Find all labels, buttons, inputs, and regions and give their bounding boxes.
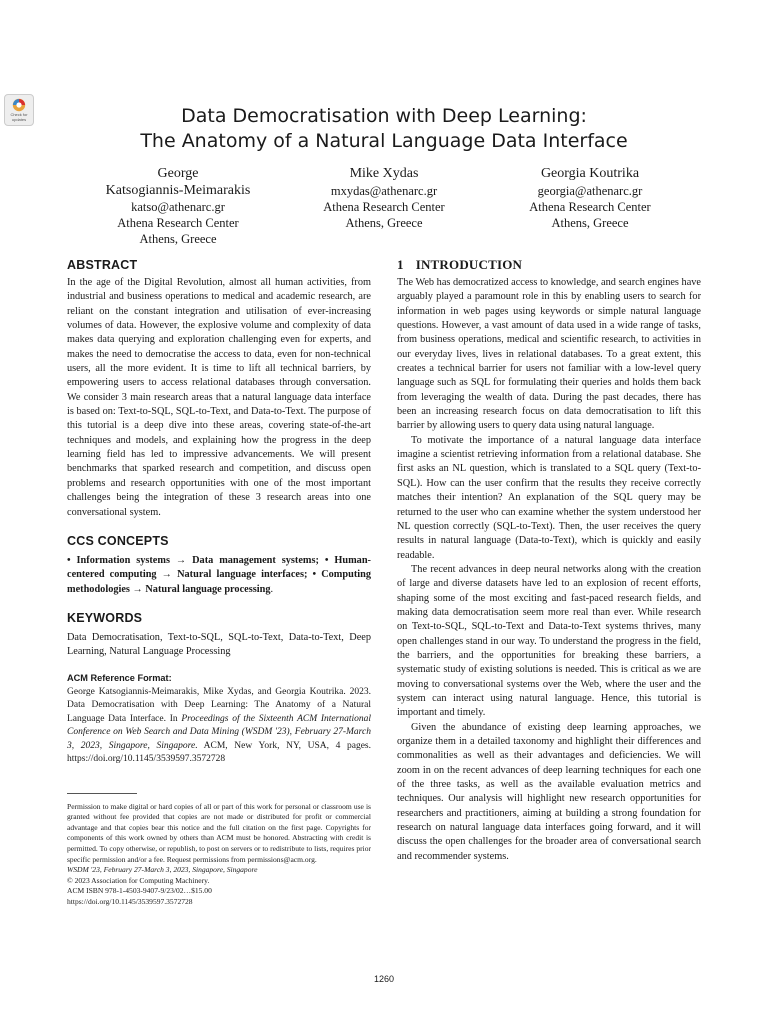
keywords-heading: KEYWORDS — [67, 610, 143, 625]
title-line-2: The Anatomy of a Natural Language Data Interface — [140, 130, 628, 152]
intro-paragraph: Given the abundance of existing deep learning approaches, we organize them in a detailed taxonomy and highlight their differences and commonalities as well as their advantages and deficiencies. We will zoom in on the recent advances of deep learning techniques for each one of the three tasks, as well as the available evaluation metrics and techniques. Our analysis will highlight new research opportunities for researchers and practitioners, aiming at building a strong foundation for research on natural language data interfaces going forward, and it will discuss the open challenges for the broader area of conversational search and recommender systems. — [397, 721, 701, 862]
copyright-line: © 2023 Association for Computing Machinery. — [67, 875, 210, 885]
isbn-line: ACM ISBN 978-1-4503-9407-9/23/02…$15.00 — [67, 886, 212, 896]
author-block-1 — [88, 166, 268, 248]
author-name-line-1: George — [157, 166, 199, 181]
badge-label: Check for updates — [10, 112, 28, 122]
author-location: Athens, Greece — [345, 215, 423, 230]
author-block-2 — [294, 166, 474, 231]
intro-paragraph: The Web has democratized access to knowledge, and search engines have arguably played a paramount role in this by enabling users to search for information in web pages using keywords or simple natural language questions. However, a vast amount of data used in a wide range of tasks, from business operations, medical and scientific research, to activities in our everyday lives, lives in relational databases. To a great extent, this creates a technical barrier for users not familiar with a low-level query language such as SQL for formulating their queries and holds them back from leveraging the wealth of data. During the past decades, there has been an increasing research focus on data democratisation to lift this barrier by allowing users to query data using natural language. — [397, 277, 701, 432]
crossmark-icon — [12, 98, 26, 112]
footnote-divider — [67, 793, 137, 794]
author-location: Athens, Greece — [139, 232, 217, 247]
author-affiliation: Athena Research Center — [323, 199, 445, 214]
ccs-item: • Information systems → Data management systems — [67, 554, 316, 566]
author-affiliation: Athena Research Center — [117, 216, 239, 231]
reference-venue: Proceedings of the Sixteenth ACM International Conference on Web Search and Data Mining (WSDM '23), February 27-March 3, 2023, Singapore, Singapore — [67, 713, 371, 751]
author-affiliation: Athena Research Center — [529, 199, 651, 214]
intro-paragraph: To motivate the importance of a natural language data interface imagine a scientist retrieving information from a relational database. She first asks an NL question, which is translated to a SQL query (Text-to-SQL). How can the user confirm that the results they receive correctly matches their intention? An explanation of the SQL query may be returned to the user who can examine whether the system understood her NL question correctly (SQL-to-Text). Then, the user receives the query results in natural language (Data-to-Text), which is quickly and easily readable. — [397, 434, 701, 561]
author-email: katso@athenarc.gr — [131, 200, 225, 214]
author-email: mxydas@athenarc.gr — [330, 183, 438, 198]
reference-rest: . ACM, New York, NY, USA, 4 pages. https://doi.org/10.1145/3539597.3572728 — [67, 740, 371, 765]
intro-paragraph: The recent advances in deep neural networks along with the creation of large and diverse datasets have led to an explosion of recent efforts, shaping some of the most exciting and fast-paced research fields, and making data democratisation seem more real than ever. While research on Text-to-SQL, SQL-to-Text and Data-to-Text systems thrives, many open challenges stand in our way. To understand the progress in the field, the barriers, and the opportunities for breaking these barriers, a systematic study of existing solutions is needed. This is critical as we are moving to conversational systems over the Web, where the user and the system can interact using natural language. Hence, this tutorial is important and timely. — [397, 563, 701, 719]
ccs-item: ; • Computing methodologies → Natural language processing — [67, 569, 371, 595]
reference-authors: George Katsogiannis-Meimarakis, Mike Xydas, and Georgia Koutrika. 2023. Data Democratisation with Deep Learning: The Anatomy of a Natural Language Data Interface. In — [67, 686, 371, 724]
right-column — [397, 257, 701, 864]
author-name: Georgia Koutrika — [540, 166, 640, 181]
title-line-1: Data Democratisation with Deep Learning: — [181, 105, 587, 127]
left-column — [67, 257, 371, 908]
doi-link[interactable]: https://doi.org/10.1145/3539597.3572728 — [67, 896, 193, 906]
ccs-concepts — [67, 554, 371, 597]
introduction-heading — [397, 257, 701, 273]
author-block-3 — [500, 166, 680, 231]
author-location: Athens, Greece — [551, 215, 629, 230]
permission-text: Permission to make digital or hard copies of all or part of this work for personal or classroom use is granted without fee provided that copies are not made or distributed for profit or commercial advantage and that copies bear this notice and the full citation on the first page. Copyrights for components of this work owned by others than ACM must be honored. Abstracting with credit is permitted. To copy otherwise, or republish, to post on servers or to redistribute to lists, requires prior specific permission and/or a fee. Request permissions from permissions@acm.org. — [67, 801, 371, 864]
permission-notice — [67, 802, 371, 908]
page-number: 1260 — [373, 974, 395, 984]
reference-format-heading: ACM Reference Format: — [67, 672, 172, 683]
conference-line: WSDM '23, February 27-March 3, 2023, Singapore, Singapore — [67, 865, 258, 875]
section-title: INTRODUCTION — [415, 257, 523, 272]
section-number: 1 — [397, 257, 404, 272]
ccs-item: . — [270, 583, 274, 595]
keywords-text: Data Democratisation, Text-to-SQL, SQL-to-Text, Data-to-Text, Deep Learning, Natural Language Processing — [67, 631, 371, 658]
author-name-line-2: Katsogiannis-Meimarakis — [105, 182, 251, 198]
ccs-item: ; • Human-centered computing → Natural language interfaces — [67, 554, 371, 581]
paper-title — [60, 104, 708, 154]
ccs-heading: CCS CONCEPTS — [67, 533, 169, 548]
reference-format-text — [67, 686, 371, 767]
check-for-updates-badge[interactable] — [4, 94, 34, 126]
author-email: georgia@athenarc.gr — [537, 183, 643, 198]
author-name: Mike Xydas — [349, 166, 419, 181]
abstract-text: In the age of the Digital Revolution, almost all human activities, from industrial and business operations to medical and academic research, are reliant on the constant integration and utilisation of ever-increasing volumes of data. However, the explosive volume and complexity of data makes data querying and exploration challenging even for experts, and makes the need to democratise the access to data, even for non-technical users, all the more evident. It is time to lift all technical barriers, by empowering users to access relational databases through conversation. We consider 3 main research areas that a natural language data interface is based on: Text-to-SQL, SQL-to-Text, and Data-to-Text. The purpose of this tutorial is a deep dive into these areas, covering state-of-the-art techniques and models, and explaining how the progress in the deep learning field has led to impressive advancements. We will present benchmarks that sparked research and competition, and discuss open problems and research opportunities with one of the most important challenges being the integration of these 3 research areas into one conversational system. — [67, 277, 371, 518]
abstract-heading: ABSTRACT — [67, 258, 138, 272]
